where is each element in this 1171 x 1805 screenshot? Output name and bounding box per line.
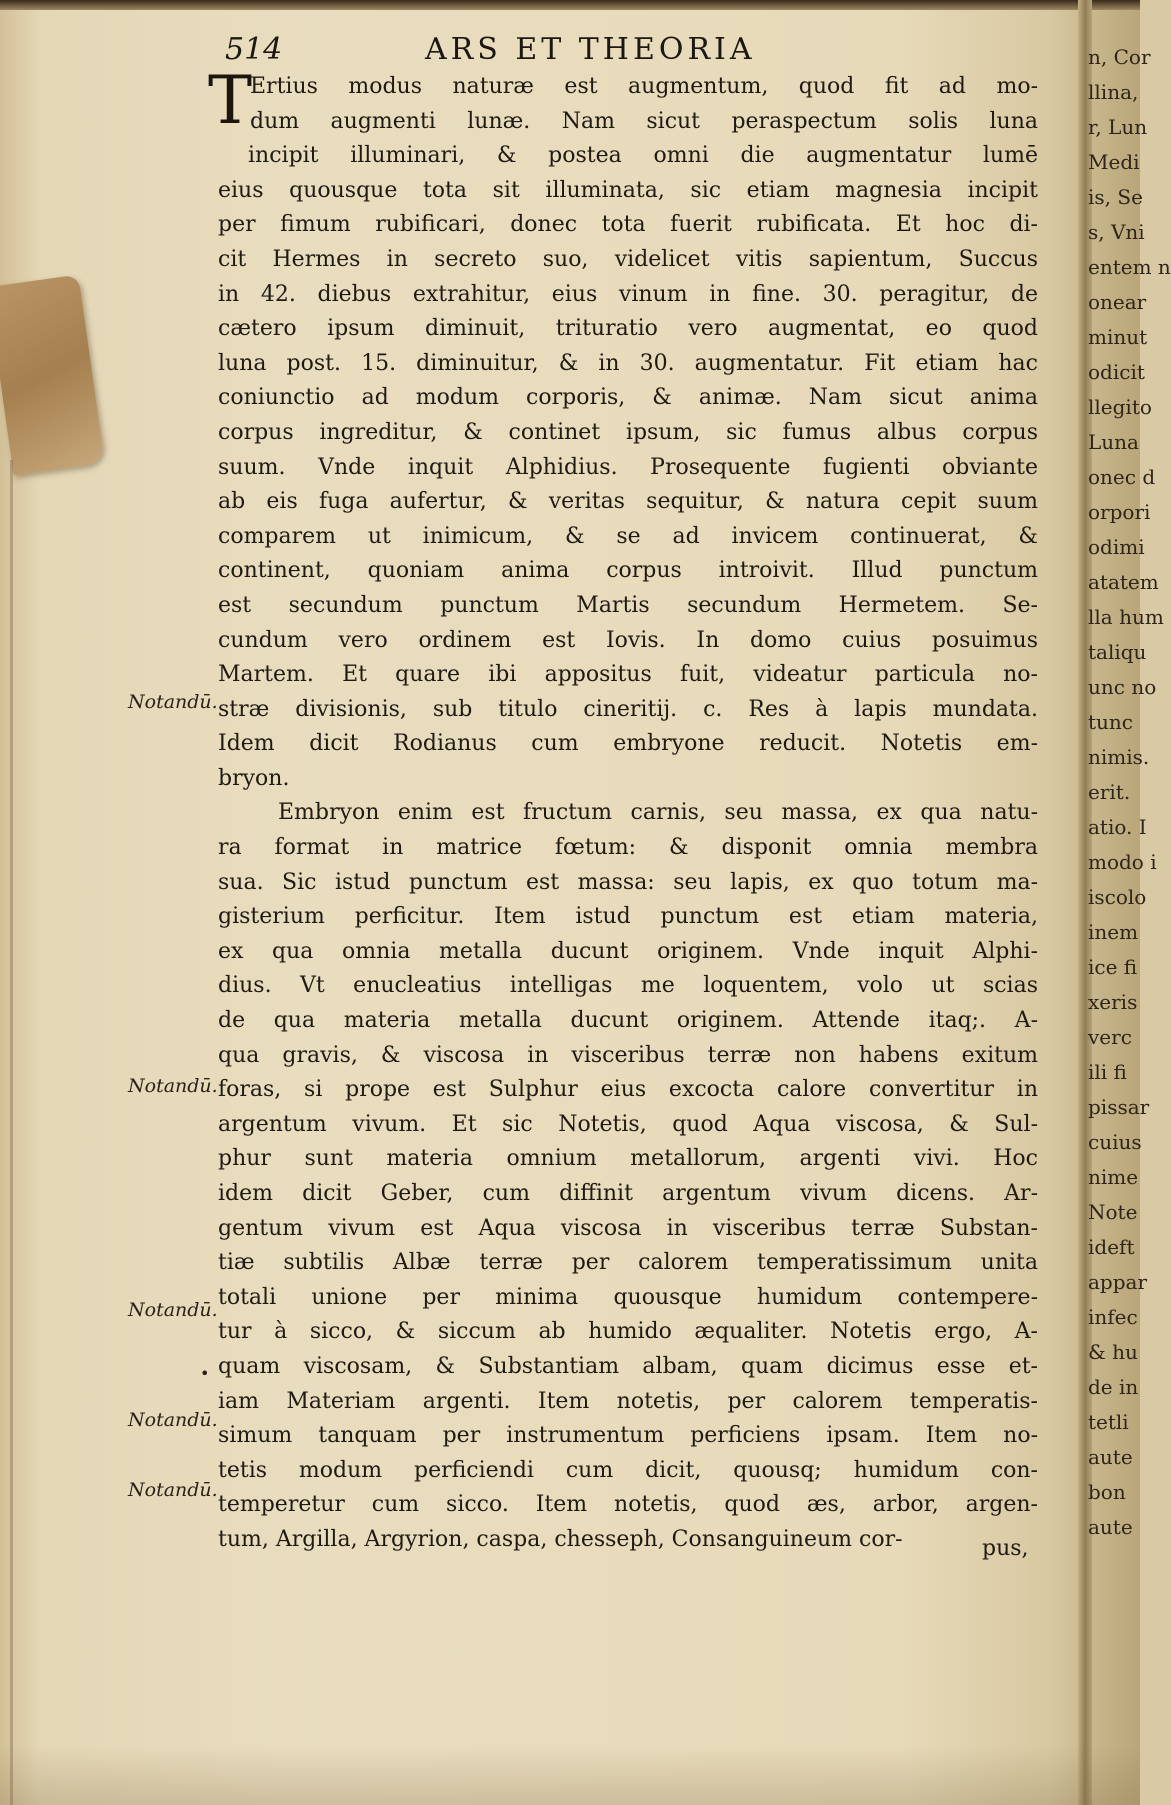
- text-line: Ertius modus naturæ est augmentum, quod fit ad mo-: [250, 74, 1038, 99]
- text-line: incipit illuminari, & postea omni die augmentatur lumē: [248, 143, 1038, 169]
- text-line: quam viscosam, & Substantiam albam, quam dicimus esse et-: [218, 1353, 1038, 1379]
- next-page-fragment: Luna: [1088, 430, 1139, 454]
- text-line: argentum vivum. Et sic Notetis, quod Aqua viscosa, & Sul-: [218, 1111, 1038, 1137]
- text-line: iam Materiam argenti. Item notetis, per calorem temperatis-: [218, 1388, 1038, 1414]
- marginal-note: Notandū.: [128, 1479, 218, 1501]
- next-page-fragment: xeris: [1088, 990, 1138, 1014]
- next-page-fragment: onec d: [1088, 465, 1156, 489]
- next-page-fragment: entem n: [1088, 255, 1171, 279]
- running-title: ARS ET THEORIA: [425, 32, 756, 67]
- text-line: corpus ingreditur, & continet ipsum, sic fumus albus corpus: [218, 419, 1038, 445]
- text-line: cundum vero ordinem est Iovis. In domo cuius posuimus: [218, 627, 1038, 653]
- next-page-fragment: r, Lun: [1088, 115, 1148, 139]
- next-page-fragment: s, Vni: [1088, 220, 1145, 244]
- next-page-fragment: llina,: [1088, 80, 1139, 104]
- text-line: cætero ipsum diminuit, trituratio vero augmentat, eo quod: [218, 316, 1038, 342]
- next-page-fragment: atatem: [1088, 570, 1159, 594]
- left-margin-shadow: [10, 460, 13, 1805]
- text-line: per fimum rubificari, donec tota fuerit rubificata. Et hoc di-: [218, 212, 1038, 238]
- text-line: de qua materia metalla ducunt originem. Attende itaq;. A-: [218, 1008, 1038, 1034]
- page-bottom-shadow: [0, 1745, 1140, 1805]
- next-page-fragments: [1088, 40, 1171, 1780]
- text-line: est secundum punctum Martis secundum Hermetem. Se-: [218, 592, 1038, 618]
- next-page-fragment: llegito: [1088, 395, 1152, 419]
- text-line: sua. Sic istud punctum est massa: seu lapis, ex quo totum ma-: [218, 869, 1038, 895]
- next-page-fragment: de in: [1088, 1375, 1139, 1399]
- text-line: dius. Vt enucleatius intelligas me loquentem, volo ut scias: [218, 973, 1038, 999]
- next-page-fragment: odimi: [1088, 535, 1145, 559]
- next-page-fragment: nimis.: [1088, 745, 1150, 769]
- text-line: Idem dicit Rodianus cum embryone reducit. Notetis em-: [218, 731, 1038, 757]
- text-line: Embryon enim est fructum carnis, seu massa, ex qua natu-: [278, 800, 1038, 826]
- text-line: phur sunt materia omnium metallorum, argenti vivi. Hoc: [218, 1146, 1038, 1172]
- next-page-fragment: atio. I: [1088, 815, 1147, 839]
- text-line: suum. Vnde inquit Alphidius. Prosequente fugienti obviante: [218, 454, 1038, 480]
- text-line: stræ divisionis, sub titulo cineritij. c. Res à lapis mundata.: [218, 696, 1038, 722]
- next-page-fragment: modo i: [1088, 850, 1157, 874]
- next-page-fragment: ili fi: [1088, 1060, 1127, 1084]
- page-top-edge: [0, 0, 1140, 10]
- text-line: gentum vivum est Aqua viscosa in visceribus terræ Substan-: [218, 1215, 1038, 1241]
- next-page-fragment: aute: [1088, 1445, 1133, 1469]
- next-page-fragment: odicit: [1088, 360, 1145, 384]
- body-text: [208, 62, 1038, 1558]
- text-line: cit Hermes in secreto suo, videlicet vitis sapientum, Succus: [218, 246, 1038, 272]
- next-page-fragment: tetli: [1088, 1410, 1129, 1434]
- next-page-fragment: cuius: [1088, 1130, 1142, 1154]
- text-line: gisterium perficitur. Item istud punctum est etiam materia,: [218, 904, 1038, 930]
- page-number: 514: [225, 32, 283, 67]
- next-page-fragment: onear: [1088, 290, 1147, 314]
- text-line: idem dicit Geber, cum diffinit argentum vivum dicens. Ar-: [218, 1181, 1038, 1206]
- next-page-fragment: taliqu: [1088, 640, 1147, 664]
- marginal-note: Notandū.: [128, 691, 218, 713]
- next-page-fragment: unc no: [1088, 675, 1157, 699]
- text-line: foras, si prope est Sulphur eius excocta calore convertitur in: [218, 1077, 1038, 1103]
- text-line: qua gravis, & viscosa in visceribus terræ non habens exitum: [218, 1042, 1038, 1068]
- next-page-fragment: appar: [1088, 1270, 1148, 1294]
- text-line: eius quousque tota sit illuminata, sic etiam magnesia incipit: [218, 177, 1038, 203]
- next-page-fragment: ice fi: [1088, 955, 1138, 979]
- next-page-fragment: aute: [1088, 1515, 1133, 1539]
- next-page-fragment: is, Se: [1088, 185, 1143, 209]
- marginal-note: Notandū.: [128, 1299, 218, 1321]
- next-page-fragment: & hu: [1088, 1340, 1138, 1364]
- text-line: ab eis fuga aufertur, & veritas sequitur, & natura cepit suum: [218, 489, 1038, 515]
- next-page-fragment: orpori: [1088, 500, 1151, 524]
- text-line: coniunctio ad modum corporis, & animæ. Nam sicut anima: [218, 385, 1038, 411]
- text-line: ra format in matrice fœtum: & disponit omnia membra: [218, 835, 1038, 861]
- text-line: in 42. diebus extrahitur, eius vinum in fine. 30. peragitur, de: [218, 281, 1038, 307]
- drop-cap: T: [208, 62, 253, 139]
- next-page-fragment: Note: [1088, 1200, 1138, 1224]
- next-page-fragment: bon: [1088, 1480, 1126, 1504]
- text-line: temperetur cum sicco. Item notetis, quod æs, arbor, argen-: [218, 1492, 1038, 1518]
- marginal-note: Notandū.: [128, 1075, 218, 1097]
- next-page-fragment: infec: [1088, 1305, 1138, 1329]
- next-page-fragment: nime: [1088, 1165, 1139, 1189]
- text-line: Martem. Et quare ibi appositus fuit, videatur particula no-: [218, 662, 1038, 688]
- text-line: ex qua omnia metalla ducunt originem. Vnde inquit Alphi-: [218, 938, 1038, 964]
- page-header: [225, 28, 805, 72]
- next-page-fragment: Medi: [1088, 150, 1140, 174]
- next-page-fragment: lla hum: [1088, 605, 1164, 629]
- text-line: tetis modum perficiendi cum dicit, quousq; humidum con-: [218, 1457, 1038, 1483]
- next-page-fragment: minut: [1088, 325, 1148, 349]
- next-page-fragment: inem: [1088, 920, 1139, 944]
- text-line: simum tanquam per instrumentum perficiens ipsam. Item no-: [218, 1423, 1038, 1449]
- text-line: tum, Argilla, Argyrion, caspa, chesseph, Consanguineum cor-: [218, 1526, 903, 1552]
- next-page-fragment: verc: [1088, 1025, 1132, 1049]
- catchword: pus,: [982, 1536, 1029, 1561]
- next-page-fragment: pissar: [1088, 1095, 1150, 1119]
- text-line: luna post. 15. diminuitur, & in 30. augmentatur. Fit etiam hac: [218, 350, 1038, 376]
- bookmark-ribbon: [0, 275, 105, 476]
- text-line: tur à sicco, & siccum ab humido æqualiter. Notetis ergo, A-: [218, 1319, 1038, 1345]
- next-page-fragment: n, Cor: [1088, 45, 1151, 69]
- marginal-note: Notandū.: [128, 1409, 218, 1431]
- next-page-fragment: erit.: [1088, 780, 1131, 804]
- text-line: comparem ut inimicum, & se ad invicem continuerat, &: [218, 523, 1038, 549]
- margin-dot: •: [200, 1364, 210, 1383]
- next-page-fragment: iscolo: [1088, 885, 1147, 909]
- text-line: totali unione per minima quousque humidum contempere-: [218, 1284, 1038, 1310]
- text-line: bryon.: [218, 765, 290, 791]
- text-line: dum augmenti lunæ. Nam sicut peraspectum solis luna: [250, 108, 1038, 134]
- text-line: continent, quoniam anima corpus introivit. Illud punctum: [218, 558, 1038, 584]
- next-page-fragment: tunc: [1088, 710, 1133, 734]
- next-page-fragment: ideft: [1088, 1235, 1135, 1259]
- text-line: tiæ subtilis Albæ terræ per calorem temperatissimum unita: [218, 1250, 1038, 1276]
